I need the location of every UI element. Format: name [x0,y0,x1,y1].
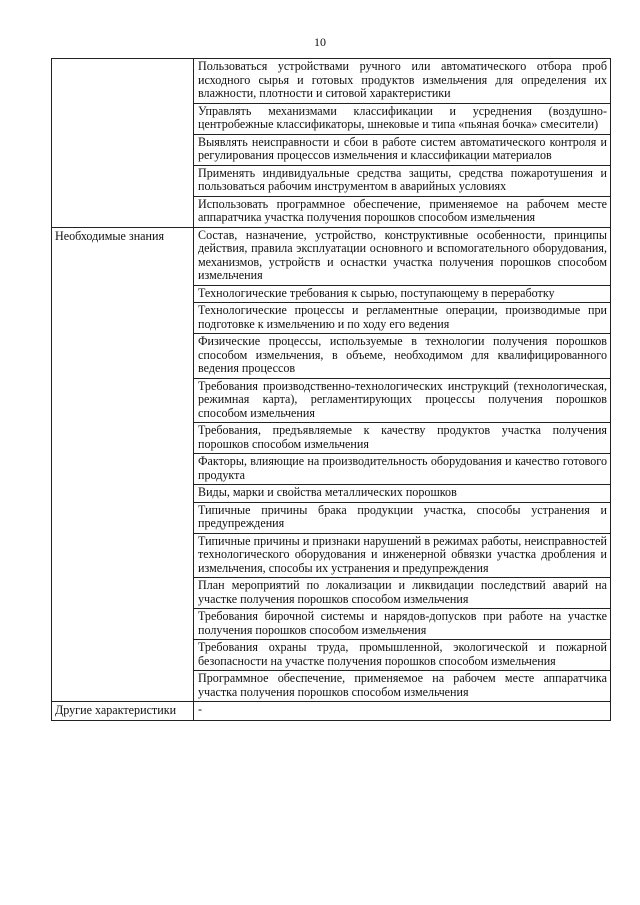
requirement-text: Факторы, влияющие на производительность оборудования и качество готового продукта [194,454,611,485]
requirement-text: - [194,702,611,721]
requirement-text: Состав, назначение, устройство, конструктивные особенности, принципы действия, правила эксплуатации основного и вспомогательного оборудования, механизмов, устройств и оснастки участка получения порошков способом измельчения [194,227,611,285]
requirement-text: Физические процессы, используемые в технологии получения порошков способом измельчения, в объеме, необходимом для квалифицированного ведения процессов [194,334,611,379]
requirement-text: Выявлять неисправности и сбои в работе систем автоматического контроля и регулирования процессов измельчения и классификации материалов [194,134,611,165]
requirement-text: Требования, предъявляемые к качеству продуктов участка получения порошков способом измельчения [194,423,611,454]
requirement-text: Требования охраны труда, промышленной, экологической и пожарной безопасности на участке получения порошков способом измельчения [194,640,611,671]
requirement-text: План мероприятий по локализации и ликвидации последствий аварий на участке получения порошков способом измельчения [194,578,611,609]
table-row [52,227,611,285]
section-label [52,59,194,228]
requirement-text: Использовать программное обеспечение, применяемое на рабочем месте аппаратчика участка получения порошков способом измельчения [194,196,611,227]
table-row [52,702,611,721]
requirement-text: Управлять механизмами классификации и усреднения (воздушно-центробежные классификаторы, шнековые и типа «пьяная бочка» смесители) [194,103,611,134]
requirement-text: Пользоваться устройствами ручного или автоматического отбора проб исходного сырья и готовых продуктов измельчения для определения их влажности, плотности и ситовой характеристики [194,59,611,104]
page-number: 10 [314,35,326,49]
requirement-text: Требования производственно-технологических инструкций (технологическая, режимная карта), регламентирующих процессы получения порошков способом измельчения [194,378,611,423]
requirement-text: Типичные причины и признаки нарушений в режимах работы, неисправностей технологического оборудования и инженерной обвязки участка дробления и измельчения, способы их устранения и предупреждения [194,533,611,578]
requirement-text: Технологические требования к сырью, поступающему в переработку [194,285,611,303]
requirement-text: Программное обеспечение, применяемое на рабочем месте аппаратчика участка получения порошков способом измельчения [194,671,611,702]
requirement-text: Требования бирочной системы и нарядов-допусков при работе на участке получения порошков способом измельчения [194,609,611,640]
requirement-text: Типичные причины брака продукции участка, способы устранения и предупреждения [194,502,611,533]
table-row [52,59,611,104]
requirements-table-body [52,59,611,721]
section-label: Другие характеристики [52,702,194,721]
requirement-text: Применять индивидуальные средства защиты, средства пожаротушения и пользоваться рабочим инструментом в аварийных условиях [194,165,611,196]
requirement-text: Технологические процессы и регламентные операции, производимые при подготовке к измельчению и по ходу его ведения [194,303,611,334]
requirements-table [51,58,611,721]
requirement-text: Виды, марки и свойства металлических порошков [194,485,611,503]
section-label: Необходимые знания [52,227,194,702]
